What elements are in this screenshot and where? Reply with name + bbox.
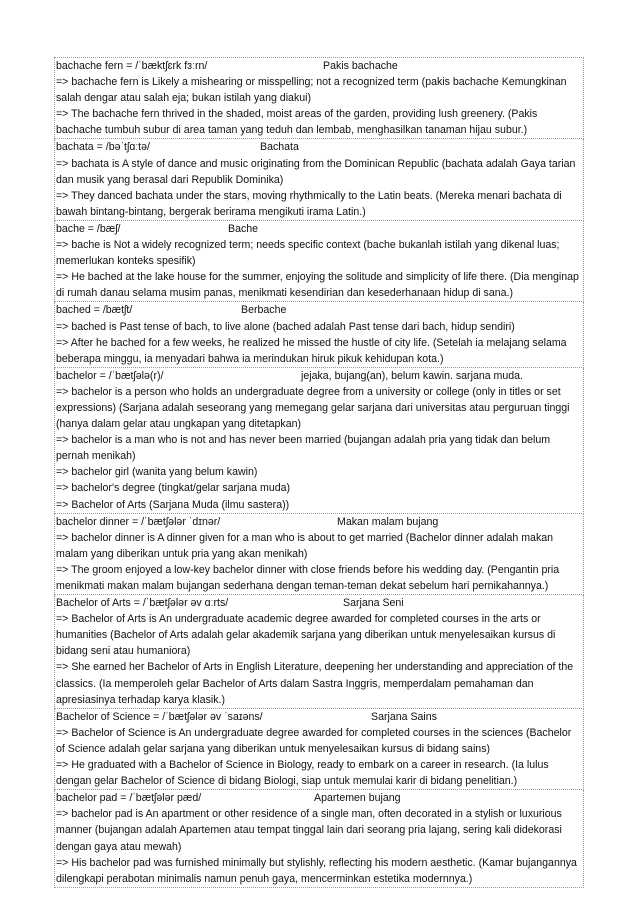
dictionary-entry bbox=[54, 595, 584, 709]
entry-header bbox=[55, 368, 583, 384]
entry-translation: Apartemen bujang bbox=[314, 792, 401, 805]
entry-term: bached = /bætʃt/ bbox=[56, 304, 133, 317]
dictionary-entry bbox=[54, 790, 584, 888]
entry-line: => His bachelor pad was furnished minimally but stylishly, reflecting his modern aesthetic. (Kamar bujangannya dilengkapi perabotan minimalis namun penuh gaya, mencerminkan estetika modernnya.) bbox=[56, 856, 577, 885]
entry-header bbox=[55, 595, 583, 611]
entry-line: => Bachelor of Arts is An undergraduate academic degree awarded for completed courses in the arts or humanities (Bachelor of Arts adalah gelar akademik sarjana yang diberikan untuk menyelesaikan kursus di bidang seni atau humaniora) bbox=[56, 613, 556, 658]
entry-term: Bachelor of Arts = /ˈbætʃələr əv ɑːrts/ bbox=[56, 597, 229, 610]
entry-term: bachata = /bəˈtʃɑːtə/ bbox=[56, 141, 150, 154]
entry-term: bachelor pad = /ˈbætʃələr pæd/ bbox=[56, 792, 202, 805]
entry-translation: Sarjana Sains bbox=[371, 710, 437, 723]
entry-line: => They danced bachata under the stars, moving rhythmically to the Latin beats. (Mereka menari bachata di bawah bintang-bintang, bergerak berirama mengikuti irama Latin.) bbox=[56, 189, 562, 218]
entry-line: => The bachache fern thrived in the shaded, moist areas of the garden, providing lush greenery. (Pakis bachache tumbuh subur di area taman yang teduh dan lembab, menghasilkan tanaman hijau subur.) bbox=[56, 108, 538, 137]
dictionary-entry bbox=[54, 139, 584, 220]
entry-line: => bachache fern is Likely a mishearing or misspelling; not a recognized term (pakis bachache Kemungkinan salah dengar atau salah eja; bukan istilah yang diakui) bbox=[56, 76, 567, 105]
entry-line: => bachelor's degree (tingkat/gelar sarjana muda) bbox=[56, 482, 291, 495]
entry-line: => He bached at the lake house for the summer, enjoying the solitude and simplicity of life there. (Dia menginap di rumah danau selama musim panas, menikmati kesendirian dan kesederhanaan hidup di sana.) bbox=[56, 271, 579, 300]
entry-line: => She earned her Bachelor of Arts in English Literature, deepening her understanding and appreciation of the classics. (Ia memperoleh gelar Bachelor of Arts dalam Sastra Inggris, memperdalam pemahaman dan apresiasinya terhadap karya klasik.) bbox=[56, 661, 574, 706]
entry-line: => bachelor pad is An apartment or other residence of a single man, often decorated in a stylish or luxurious manner (bujangan adalah Apartemen atau tempat tinggal lain dari seorang pria lajang, sering kali didekorasi dengan gaya atau mewah) bbox=[56, 808, 562, 853]
entry-translation: Pakis bachache bbox=[323, 60, 398, 72]
entry-translation: Berbache bbox=[241, 304, 287, 317]
entry-translation: Bache bbox=[228, 222, 259, 235]
entry-line: => Bachelor of Arts (Sarjana Muda (ilmu sastera)) bbox=[56, 498, 290, 511]
dictionary-entry bbox=[54, 514, 584, 595]
entry-translation: jejaka, bujang(an), belum kawin. sarjana muda. bbox=[301, 369, 524, 382]
entry-term: bachache fern = /ˈbæktʃɛrk fɜːrn/ bbox=[56, 60, 208, 72]
entry-term: bachelor = /ˈbætʃələ(r)/ bbox=[56, 369, 164, 382]
entry-header bbox=[55, 139, 583, 155]
entry-header bbox=[55, 790, 583, 806]
dictionary-entry bbox=[54, 57, 584, 139]
entry-line: => He graduated with a Bachelor of Science in Biology, ready to embark on a career in research. (Ia lulus dengan gelar Bachelor of Science di bidang Biologi, siap untuk memulai karir di bidang penelitian.) bbox=[56, 759, 549, 788]
entry-line: => Bachelor of Science is An undergraduate degree awarded for completed courses in the sciences (Bachelor of Science adalah gelar sarjana yang diberikan untuk menyelesaikan kursus di bidang sains) bbox=[56, 726, 572, 755]
entry-header bbox=[55, 709, 583, 725]
entry-line: => The groom enjoyed a low-key bachelor dinner with close friends before his wedding day. (Pengantin pria menikmati makan malam bujangan sederhana dengan teman-teman dekat sebelum hari pernikahannya.) bbox=[56, 563, 560, 592]
entry-line: => bached is Past tense of bach, to live alone (bached adalah Past tense dari bach, hidup sendiri) bbox=[56, 320, 515, 333]
dictionary-page bbox=[54, 57, 584, 888]
entry-term: bachelor dinner = /ˈbætʃələr ˈdɪnər/ bbox=[56, 515, 221, 528]
entry-line: => bachelor girl (wanita yang belum kawin) bbox=[56, 466, 258, 479]
dictionary-entry bbox=[54, 302, 584, 367]
entry-translation: Bachata bbox=[260, 141, 299, 154]
entry-header bbox=[55, 302, 583, 318]
entry-translation: Makan malam bujang bbox=[337, 515, 439, 528]
entry-translation: Sarjana Seni bbox=[343, 597, 404, 610]
entry-header bbox=[55, 58, 583, 74]
dictionary-entry bbox=[54, 368, 584, 514]
entry-line: => bachelor is a person who holds an undergraduate degree from a university or college (only in titles or set expressions) (Sarjana adalah seseorang yang memegang gelar sarjana dari universitas atau perguruan tinggi (hanya dalam gelar atau ungkapan yang ditetapkan) bbox=[56, 385, 570, 431]
entry-term: Bachelor of Science = /ˈbætʃələr əv ˈsaɪəns/ bbox=[56, 710, 263, 723]
entry-line: => bache is Not a widely recognized term; needs specific context (bache bukanlah istilah yang dikenal luas; memerlukan konteks spesifik) bbox=[56, 239, 560, 268]
dictionary-entry bbox=[54, 709, 584, 790]
entry-term: bache = /bæʃ/ bbox=[56, 222, 121, 235]
entry-line: => bachata is A style of dance and music originating from the Dominican Republic (bachata adalah Gaya tarian dan musik yang berasal dari Republik Dominika) bbox=[56, 157, 576, 186]
entry-line: => bachelor is a man who is not and has never been married (bujangan adalah pria yang tidak dan belum pernah menikah) bbox=[56, 434, 551, 463]
entry-header bbox=[55, 221, 583, 237]
entry-header bbox=[55, 514, 583, 530]
dictionary-entry bbox=[54, 221, 584, 302]
entry-line: => bachelor dinner is A dinner given for a man who is about to get married (Bachelor dinner adalah makan malam yang diberikan untuk pria yang akan menikah) bbox=[56, 531, 554, 560]
entry-line: => After he bached for a few weeks, he realized he missed the hustle of city life. (Setelah ia melajang selama beberapa minggu, ia menyadari bahwa ia merindukan hiruk pikuk kehidupan kota.) bbox=[56, 336, 567, 365]
